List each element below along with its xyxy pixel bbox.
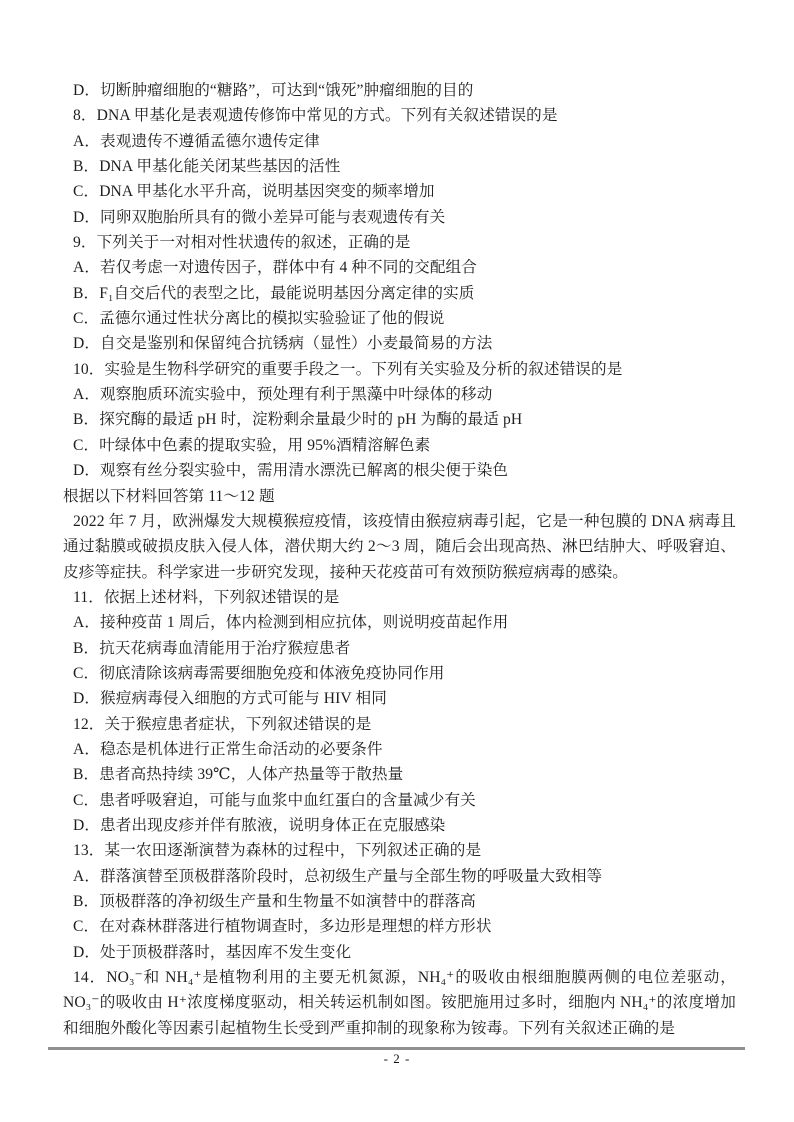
question-13-option-b: B．顶极群落的净初级生产量和生物量不如演替中的群落高	[73, 893, 476, 910]
question-10-option-c: C．叶绿体中色素的提取实验，用 95%酒精溶解色素	[73, 436, 431, 454]
question-13-stem: 13．某一农田逐渐演替为森林的过程中，下列叙述正确的是	[73, 842, 482, 860]
question-11-option-b: B．抗天花病毒血清能用于治疗猴痘患者	[73, 639, 351, 657]
question-14-stem: 14．NO₃⁻和 NH₄⁺是植物利用的主要无机氮源，NH₄⁺的吸收由根细胞膜两侧的电位差驱动，NO₃⁻的吸收由 H⁺浓度梯度驱动，相关转运机制如图。铵肥施用过多时，细胞内 NH₄⁺的浓度增加和细胞外酸化等因素引起植物生长受到严重抑制的现象称为铵毒。下列有关叙述正确的是	[63, 969, 736, 1037]
question-11-option-c: C．彻底清除该病毒需要细胞免疫和体液免疫协同作用	[73, 664, 445, 682]
question-9-option-d: D．自交是鉴别和保留纯合抗锈病（显性）小麦最简易的方法	[73, 335, 493, 353]
material-paragraph: 2022 年 7 月，欧洲爆发大规模猴痘疫情，该疫情由猴痘病毒引起，它是一种包膜的 DNA 病毒且通过黏膜或破损皮肤入侵人体，潜伏期大约 2～3 周，随后会出现高热、淋巴结肿大、呼吸窘迫、皮疹等症扶。科学家进一步研究发现，接种天花疫苗可有效预防猴痘病毒的感染。	[63, 512, 736, 581]
question-10-stem: 10．实验是生物科学研究的重要手段之一。下列有关实验及分析的叙述错误的是	[73, 360, 623, 378]
question-10-option-a: A．观察胞质环流实验中，预处理有利于黑藻中叶绿体的移动	[73, 386, 493, 404]
question-11-option-a: A．接种疫苗 1 周后，体内检测到相应抗体，则说明疫苗起作用	[73, 614, 509, 632]
question-13-option-c: C．在对森林群落进行植物调查时，多边形是理想的样方形状	[73, 918, 492, 936]
question-11-stem: 11．依据上述材料，下列叙述错误的是	[73, 588, 340, 606]
footer-divider	[48, 1047, 745, 1050]
question-12-stem: 12．关于猴痘患者症状，下列叙述错误的是	[73, 715, 372, 733]
question-8-option-d: D．同卵双胞胎所具有的微小差异可能与表观遗传有关	[73, 208, 446, 226]
question-9-option-c: C．孟德尔通过性状分离比的模拟实验验证了他的假说	[73, 310, 445, 328]
question-8-option-a: A．表观遗传不遵循孟德尔遗传定律	[73, 132, 320, 150]
question-option: D．切断肿瘤细胞的“糖路”，可达到“饿死”肿瘤细胞的目的	[73, 82, 474, 99]
question-9-option-b: B．F₁自交后代的表型之比，最能说明基因分离定律的实质	[73, 284, 475, 302]
question-10-option-b: B．探究酶的最适 pH 时，淀粉剩余量最少时的 pH 为酶的最适 pH	[73, 411, 523, 429]
question-12-option-d: D．患者出现皮疹并伴有脓液，说明身体正在克服感染	[73, 816, 446, 834]
question-13-option-d: D．处于顶极群落时，基因库不发生变化	[73, 943, 352, 961]
page-number: - 2 -	[383, 1051, 411, 1066]
question-12-option-a: A．稳态是机体进行正常生命活动的必要条件	[73, 740, 383, 758]
question-9-stem: 9．下列关于一对相对性状遗传的叙述，正确的是	[73, 234, 411, 252]
question-8-option-b: B．DNA 甲基化能关闭某些基因的活性	[73, 158, 341, 176]
question-10-option-d: D．观察有丝分裂实验中，需用清水漂洗已解离的根尖便于染色	[73, 462, 509, 480]
exam-content	[63, 78, 736, 1041]
question-12-option-c: C．患者呼吸窘迫，可能与血浆中血红蛋白的含量减少有关	[73, 791, 476, 809]
material-intro: 根据以下材料回答第 11～12 题	[63, 487, 275, 505]
question-13-option-a: A．群落演替至顶极群落阶段时，总初级生产量与全部生物的呼吸量大致相等	[73, 867, 603, 885]
question-8-stem: 8．DNA 甲基化是表观遗传修饰中常见的方式。下列有关叙述错误的是	[73, 107, 558, 125]
question-9-option-a: A．若仅考虑一对遗传因子，群体中有 4 种不同的交配组合	[73, 259, 477, 277]
question-11-option-d: D．猴痘病毒侵入细胞的方式可能与 HIV 相同	[73, 690, 387, 708]
question-8-option-c: C．DNA 甲基化水平升高，说明基因突变的频率增加	[73, 183, 435, 201]
question-12-option-b: B．患者高热持续 39℃，人体产热量等于散热量	[73, 766, 404, 784]
